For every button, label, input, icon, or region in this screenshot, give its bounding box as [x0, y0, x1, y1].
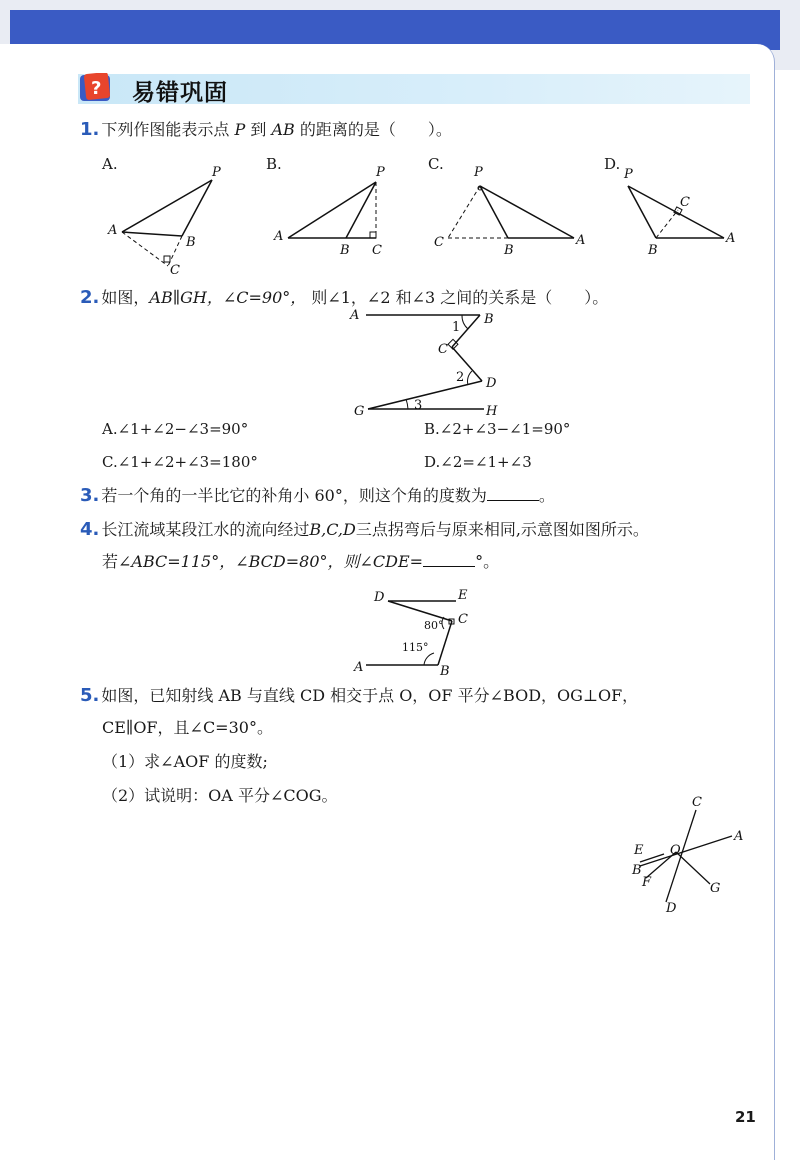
svg-text:A: A	[734, 829, 744, 844]
svg-text:O: O	[670, 843, 681, 858]
svg-text:C: C	[438, 342, 448, 357]
svg-text:G: G	[710, 881, 721, 896]
q2-option-b: B.∠2+∠3−∠1=90°	[424, 420, 571, 438]
svg-text:G: G	[354, 404, 365, 419]
svg-text:P: P	[474, 165, 483, 180]
section-title: 易错巩固	[132, 80, 228, 106]
svg-text:C: C	[170, 263, 180, 278]
question-4-line2: 若∠ABC=115°，∠BCD=80°，则∠CDE= °。	[102, 552, 500, 571]
page-number: 21	[735, 1108, 756, 1126]
svg-text:A: A	[350, 308, 360, 323]
q5-figure	[620, 790, 760, 920]
svg-text:D: D	[666, 901, 677, 916]
question-4: 4. 长江流域某段江水的流向经过B,C,D三点拐弯后与原来相同,示意图如图所示。	[80, 519, 649, 540]
question-2: 2. 如图，AB∥GH，∠C=90°， 则∠1，∠2 和∠3 之间的关系是（ ）。	[80, 287, 609, 308]
question-5-line2: CE∥OF，且∠C=30°。	[102, 718, 273, 737]
svg-text:B: B	[440, 664, 450, 677]
answer-blank[interactable]	[423, 553, 475, 567]
svg-text:E: E	[458, 588, 468, 603]
svg-text:D: D	[374, 590, 385, 605]
q1-figure-a	[122, 180, 212, 266]
q2-option-a: A.∠1+∠2−∠3=90°	[102, 420, 249, 438]
svg-text:C: C	[680, 195, 690, 210]
svg-text:1: 1	[452, 320, 461, 335]
svg-text:B: B	[186, 235, 196, 250]
question-number: 1.	[80, 119, 100, 140]
svg-text:E: E	[634, 843, 644, 858]
answer-blank[interactable]	[487, 487, 539, 501]
svg-text:D: D	[486, 376, 497, 391]
svg-text:B: B	[648, 243, 658, 258]
q1-option-c-label: C.	[428, 155, 444, 173]
svg-text:B: B	[632, 863, 642, 878]
q1-figure-d	[628, 186, 724, 238]
svg-text:115°: 115°	[402, 641, 429, 654]
question-5: 5. 如图，已知射线 AB 与直线 CD 相交于点 O，OF 平分∠BOD，OG⊥OF，	[80, 685, 639, 706]
q4-figure	[340, 585, 490, 677]
question-1: 1. 下列作图能表示点 P 到 AB 的距离的是（ ）。	[80, 119, 452, 140]
svg-text:2: 2	[456, 370, 465, 385]
svg-text:B: B	[504, 243, 514, 258]
svg-text:3: 3	[414, 398, 423, 413]
question-number: 3.	[80, 485, 100, 506]
svg-text:B: B	[340, 243, 350, 258]
q1-option-b-label: B.	[266, 155, 282, 173]
svg-text:A: A	[576, 233, 586, 248]
q1-figures	[100, 160, 760, 280]
svg-text:A: A	[274, 229, 284, 244]
q1-option-d-label: D.	[604, 155, 621, 173]
svg-text:F: F	[642, 875, 652, 890]
svg-text:C: C	[434, 235, 444, 250]
q2-option-d: D.∠2=∠1+∠3	[424, 453, 532, 471]
svg-text:B: B	[484, 312, 494, 327]
question-icon	[80, 73, 114, 103]
question-3: 3. 若一个角的一半比它的补角小 60°，则这个角的度数为 。	[80, 485, 555, 506]
question-number: 2.	[80, 287, 100, 308]
q1-figure-b	[288, 182, 376, 238]
svg-text:C: C	[372, 243, 382, 258]
question-5-part1: （1）求∠AOF 的度数;	[102, 752, 268, 771]
svg-text:C: C	[692, 795, 702, 810]
svg-text:H: H	[486, 404, 498, 419]
svg-text:P: P	[212, 165, 221, 180]
svg-text:A: A	[354, 660, 364, 675]
svg-text:A: A	[108, 223, 118, 238]
svg-text:C: C	[458, 612, 468, 627]
svg-text:80°: 80°	[424, 619, 444, 632]
svg-text:P: P	[624, 167, 633, 182]
q2-option-c: C.∠1+∠2+∠3=180°	[102, 453, 258, 471]
question-number: 4.	[80, 519, 100, 540]
question-5-part2: （2）试说明：OA 平分∠COG。	[102, 786, 338, 805]
q2-figure	[340, 305, 520, 420]
svg-text:?: ?	[91, 78, 102, 99]
q1-figure-c	[448, 186, 574, 238]
question-number: 5.	[80, 685, 100, 706]
q1-option-a-label: A.	[102, 155, 118, 173]
svg-text:A: A	[726, 231, 736, 246]
svg-text:P: P	[376, 165, 385, 180]
